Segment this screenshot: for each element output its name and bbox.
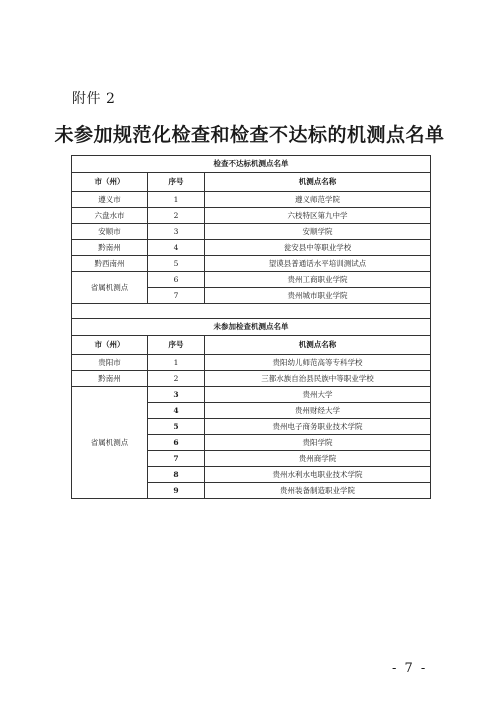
- name-cell: 贵州工商职业学院: [205, 272, 431, 288]
- name-cell: 遵义师范学院: [205, 192, 431, 208]
- table-row: [72, 240, 431, 256]
- table-row: [72, 371, 431, 387]
- number-cell: 4: [148, 403, 205, 419]
- spacer-cell: [72, 304, 431, 319]
- name-cell: 贵州装备制造职业学院: [205, 483, 431, 499]
- table-row: [72, 272, 431, 288]
- name-cell: 贵州城市职业学院: [205, 288, 431, 304]
- name-cell: 贵阳幼儿师范高等专科学校: [205, 355, 431, 371]
- name-cell: 六枝特区第九中学: [205, 208, 431, 224]
- page-number: - 7 -: [392, 661, 428, 676]
- city-cell: 六盘水市: [72, 208, 148, 224]
- name-cell: 贵州商学院: [205, 451, 431, 467]
- section-heading-row: [72, 319, 431, 336]
- column-header-row: [72, 336, 431, 355]
- city-cell: 省属机测点: [72, 272, 148, 304]
- number-cell: 5: [148, 256, 205, 272]
- city-cell: 遵义市: [72, 192, 148, 208]
- column-header-name: 机测点名称: [205, 173, 431, 192]
- city-cell: 黔南州: [72, 371, 148, 387]
- name-cell: 贵州电子商务职业技术学院: [205, 419, 431, 435]
- number-cell: 1: [148, 355, 205, 371]
- number-cell: 8: [148, 467, 205, 483]
- number-cell: 4: [148, 240, 205, 256]
- name-cell: 贵州水利水电职业技术学院: [205, 467, 431, 483]
- table-row: [72, 256, 431, 272]
- name-cell: 贵州大学: [205, 387, 431, 403]
- city-cell: 黔西南州: [72, 256, 148, 272]
- number-cell: 7: [148, 288, 205, 304]
- table-row: [72, 224, 431, 240]
- number-cell: 6: [148, 272, 205, 288]
- name-cell: 贵州财经大学: [205, 403, 431, 419]
- section-heading-failed: 检查不达标机测点名单: [72, 156, 431, 173]
- column-header-city: 市（州）: [72, 336, 148, 355]
- number-cell: 6: [148, 435, 205, 451]
- table-row: [72, 208, 431, 224]
- name-cell: 三都水族自治县民族中等职业学校: [205, 371, 431, 387]
- name-cell: 安顺学院: [205, 224, 431, 240]
- city-cell: 省属机测点: [72, 387, 148, 499]
- number-cell: 7: [148, 451, 205, 467]
- number-cell: 3: [148, 387, 205, 403]
- checkpoint-table: [71, 155, 431, 499]
- spacer-row: [72, 304, 431, 319]
- number-cell: 2: [148, 371, 205, 387]
- section-heading-row: [72, 156, 431, 173]
- document-title: 未参加规范化检查和检查不达标的机测点名单: [54, 124, 445, 146]
- city-cell: 黔南州: [72, 240, 148, 256]
- number-cell: 5: [148, 419, 205, 435]
- number-cell: 2: [148, 208, 205, 224]
- attachment-label: 附件 2: [72, 91, 116, 107]
- column-header-name: 机测点名称: [205, 336, 431, 355]
- table-row: [72, 355, 431, 371]
- number-cell: 1: [148, 192, 205, 208]
- city-cell: 安顺市: [72, 224, 148, 240]
- column-header-city: 市（州）: [72, 173, 148, 192]
- column-header-no: 序号: [148, 173, 205, 192]
- city-cell: 贵阳市: [72, 355, 148, 371]
- table-row: [72, 192, 431, 208]
- name-cell: 望谟县普通话水平培训测试点: [205, 256, 431, 272]
- column-header-no: 序号: [148, 336, 205, 355]
- name-cell: 贵阳学院: [205, 435, 431, 451]
- section-heading-not-participated: 未参加检查机测点名单: [72, 319, 431, 336]
- table-row: [72, 387, 431, 403]
- number-cell: 3: [148, 224, 205, 240]
- number-cell: 9: [148, 483, 205, 499]
- name-cell: 瓮安县中等职业学校: [205, 240, 431, 256]
- column-header-row: [72, 173, 431, 192]
